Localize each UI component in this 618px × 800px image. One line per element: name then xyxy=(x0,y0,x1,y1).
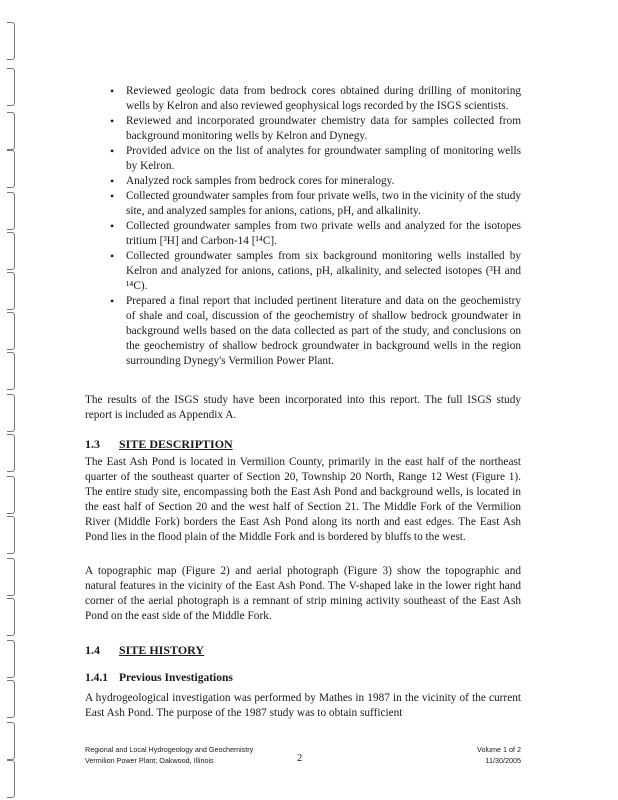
page-number: 2 xyxy=(297,753,303,764)
section-title: SITE HISTORY xyxy=(119,643,205,657)
list-item: • Reviewed geologic data from bedrock cores obtained during drilling of monitoring wells by Kelron and also reviewed geophysical logs recorded by the ISGS scientists. xyxy=(110,84,521,114)
footer-volume: Volume 1 of 2 xyxy=(477,745,521,754)
binder-hole xyxy=(7,192,15,230)
footer-right xyxy=(477,744,521,766)
site-description-paragraph-1: The East Ash Pond is located in Vermilion County, primarily in the east half of the northeast quarter of the southeast quarter of Section 20, Township 20 North, Range 12 West (Figure 1). The entire study site, encompassing both the East Ash Pond and background wells, is located in the east half of Section 20 and the west half of Section 21. The Middle Fork of the Vermilion River (Middle Fork) borders the East Ash Pond along its north and east edges. The East Ash Pond lies in the flood plain of the Middle Fork and is bordered by bluffs to the west. xyxy=(85,456,521,543)
bullet-list xyxy=(110,84,521,369)
binder-hole xyxy=(7,516,15,554)
section-number: 1.3 xyxy=(85,437,100,451)
footer-date: 11/30/2005 xyxy=(485,756,521,765)
list-item: • Reviewed and incorporated groundwater chemistry data for samples collected from background monitoring wells by Kelron and Dynegy. xyxy=(110,114,521,144)
footer-report-title: Regional and Local Hydrogeology and Geochemistry xyxy=(85,745,254,754)
list-item: • Collected groundwater samples from two private wells and analyzed for the isotopes tritium [³H] and Carbon-14 [¹⁴C]. xyxy=(110,219,521,249)
footer-location: Vermilion Power Plant; Oakwood, Illinois xyxy=(85,756,214,765)
binder-hole xyxy=(7,232,15,270)
binder-hole xyxy=(7,68,15,106)
binder-hole xyxy=(7,680,15,718)
subsection-title: Previous Investigations xyxy=(119,672,233,684)
section-title: SITE DESCRIPTION xyxy=(119,437,233,451)
binder-hole xyxy=(7,598,15,636)
binder-hole xyxy=(7,352,15,390)
binder-hole xyxy=(7,22,15,60)
binder-hole xyxy=(7,150,15,188)
list-item: • Collected groundwater samples from six background monitoring wells installed by Kelron and analyzed for anions, cations, pH, alkalinity, and selected isotopes (³H and ¹⁴C). xyxy=(110,249,521,294)
subsection-heading-previous-investigations xyxy=(85,671,233,686)
binder-hole xyxy=(7,640,15,678)
binder-hole xyxy=(7,112,15,150)
binder-hole xyxy=(7,558,15,596)
binder-hole xyxy=(7,434,15,472)
binder-hole xyxy=(7,394,15,432)
results-paragraph: The results of the ISGS study have been incorporated into this report. The full ISGS study report is included as Appendix A. xyxy=(85,394,521,421)
site-description-paragraph-2: A topographic map (Figure 2) and aerial photograph (Figure 3) show the topographic and natural features in the vicinity of the East Ash Pond. The V-shaped lake in the lower right hand corner of the aerial photograph is a remnant of strip mining activity southeast of the East Ash Pond on the east side of the Middle Fork. xyxy=(85,565,521,622)
binder-hole xyxy=(7,272,15,310)
list-item: • Provided advice on the list of analytes for groundwater sampling of monitoring wells by Kelron. xyxy=(110,144,521,174)
footer-left xyxy=(85,744,253,766)
list-item: • Collected groundwater samples from four private wells, two in the vicinity of the study site, and analyzed samples for anions, cations, pH, and alkalinity. xyxy=(110,189,521,219)
previous-investigations-paragraph: A hydrogeological investigation was performed by Mathes in 1987 in the vicinity of the current East Ash Pond. The purpose of the 1987 study was to obtain sufficient xyxy=(85,692,521,719)
binder-hole xyxy=(7,722,15,760)
binder-hole xyxy=(7,760,15,798)
list-item: • Prepared a final report that included pertinent literature and data on the geochemistry of shale and coal, discussion of the geochemistry of shallow bedrock groundwater in background wells based on the data collected as part of the study, and conclusions on the geochemistry of shallow bedrock groundwater in background wells in the region surrounding Dynegy's Vermilion Power Plant. xyxy=(110,294,521,369)
section-heading-site-description xyxy=(85,437,233,452)
section-heading-site-history xyxy=(85,643,204,658)
subsection-number: 1.4.1 xyxy=(85,672,108,684)
page-footer xyxy=(85,744,521,772)
binder-hole xyxy=(7,476,15,514)
list-item: • Analyzed rock samples from bedrock cores for mineralogy. xyxy=(110,174,521,189)
binder-hole xyxy=(7,312,15,350)
section-number: 1.4 xyxy=(85,643,100,657)
binder-hole-marks xyxy=(0,0,20,800)
